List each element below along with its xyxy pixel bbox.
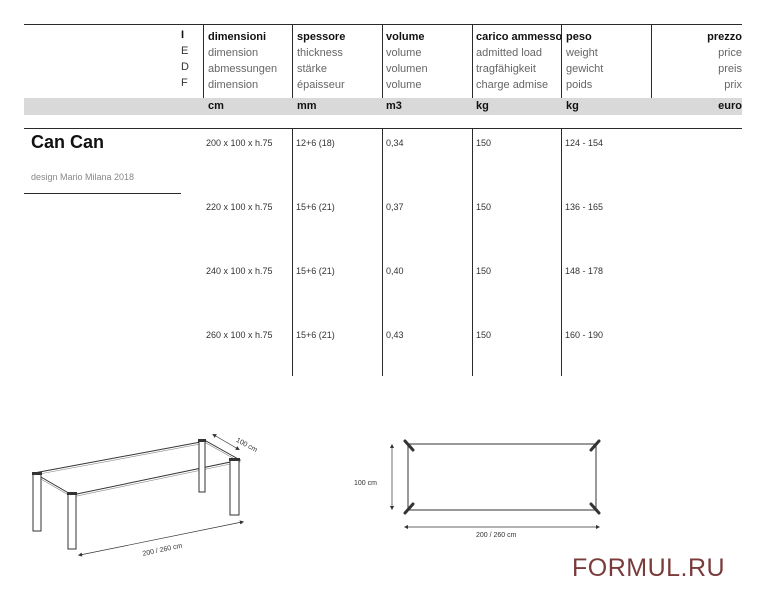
header-separator bbox=[382, 24, 383, 98]
cell-carico: 150 bbox=[476, 330, 492, 340]
column-label-de: gewicht bbox=[566, 63, 604, 75]
column-label-it: carico ammesso bbox=[476, 31, 563, 43]
cell-volume: 0,40 bbox=[386, 266, 404, 276]
column-header-volume bbox=[386, 29, 428, 93]
body-separator bbox=[561, 128, 562, 376]
column-header-carico bbox=[476, 29, 562, 93]
unit-volume: m3 bbox=[386, 100, 402, 112]
perspective-table-drawing bbox=[20, 425, 260, 565]
cell-carico: 150 bbox=[476, 202, 492, 212]
header-separator bbox=[292, 24, 293, 98]
unit-spessore: mm bbox=[297, 100, 317, 112]
product-top-rule bbox=[24, 128, 742, 129]
column-label-fr: volume bbox=[386, 79, 422, 91]
header-separator bbox=[203, 24, 204, 98]
column-label-de: volumen bbox=[386, 63, 428, 75]
cell-spessore: 15+6 (21) bbox=[296, 202, 335, 212]
top-view-length-label: 200 / 260 cm bbox=[476, 532, 517, 539]
cell-volume: 0,37 bbox=[386, 202, 404, 212]
cell-dimensioni: 260 x 100 x h.75 bbox=[206, 330, 273, 340]
cell-carico: 150 bbox=[476, 138, 492, 148]
column-label-en: admitted load bbox=[476, 47, 543, 59]
cell-peso: 136 - 165 bbox=[565, 202, 604, 212]
column-label-fr: charge admise bbox=[476, 79, 549, 91]
column-label-en: volume bbox=[386, 47, 422, 59]
cell-spessore: 15+6 (21) bbox=[296, 330, 335, 340]
perspective-depth-label: 100 cm bbox=[234, 437, 259, 454]
column-label-fr: poids bbox=[566, 79, 593, 91]
column-label-it: volume bbox=[386, 31, 425, 43]
column-header-prezzo bbox=[656, 29, 742, 93]
column-header-spessore bbox=[297, 29, 345, 93]
column-label-fr: dimension bbox=[208, 79, 259, 91]
top-view-table-drawing bbox=[380, 430, 620, 540]
units-bar bbox=[24, 98, 742, 115]
header-separator bbox=[472, 24, 473, 98]
column-label-de: stärke bbox=[297, 63, 327, 75]
header-separator bbox=[651, 24, 652, 98]
perspective-length-label: 200 / 260 cm bbox=[142, 542, 184, 558]
cell-peso: 148 - 178 bbox=[565, 266, 604, 276]
header-top-rule bbox=[24, 24, 742, 25]
body-separator bbox=[472, 128, 473, 376]
column-label-en: dimension bbox=[208, 47, 259, 59]
language-code-de: D bbox=[181, 61, 189, 73]
cell-peso: 160 - 190 bbox=[565, 330, 604, 340]
column-label-fr: épaisseur bbox=[297, 79, 345, 91]
column-header-peso bbox=[566, 29, 603, 93]
body-separator bbox=[292, 128, 293, 376]
cell-dimensioni: 220 x 100 x h.75 bbox=[206, 202, 273, 212]
column-label-fr: prix bbox=[724, 79, 742, 91]
unit-carico: kg bbox=[476, 100, 489, 112]
column-label-de: preis bbox=[718, 63, 742, 75]
brand-watermark: FORMUL.RU bbox=[572, 554, 726, 582]
cell-spessore: 12+6 (18) bbox=[296, 138, 335, 148]
cell-spessore: 15+6 (21) bbox=[296, 266, 335, 276]
column-label-en: thickness bbox=[297, 47, 343, 59]
column-header-dimensioni bbox=[208, 29, 277, 93]
unit-dimensioni: cm bbox=[208, 100, 224, 112]
product-name: Can Can bbox=[31, 132, 105, 152]
column-label-de: abmessungen bbox=[208, 63, 278, 75]
cell-dimensioni: 240 x 100 x h.75 bbox=[206, 266, 273, 276]
cell-volume: 0,34 bbox=[386, 138, 404, 148]
cell-volume: 0,43 bbox=[386, 330, 404, 340]
top-view-depth-label: 100 cm bbox=[354, 480, 377, 487]
cell-carico: 150 bbox=[476, 266, 492, 276]
column-label-it: spessore bbox=[297, 31, 346, 43]
column-label-en: weight bbox=[566, 47, 598, 59]
language-code-en: E bbox=[181, 45, 189, 57]
product-name-underline bbox=[24, 193, 181, 194]
cell-dimensioni: 200 x 100 x h.75 bbox=[206, 138, 273, 148]
body-separator bbox=[382, 128, 383, 376]
unit-prezzo: euro bbox=[718, 100, 742, 112]
column-label-de: tragfähigkeit bbox=[476, 63, 536, 75]
column-label-it: peso bbox=[566, 31, 592, 43]
cell-peso: 124 - 154 bbox=[565, 138, 604, 148]
language-code-it: I bbox=[181, 29, 185, 41]
column-label-en: price bbox=[718, 47, 742, 59]
product-designer: design Mario Milana 2018 bbox=[31, 172, 135, 182]
language-code-fr: F bbox=[181, 77, 188, 89]
unit-peso: kg bbox=[566, 100, 579, 112]
column-label-it: dimensioni bbox=[208, 31, 267, 43]
column-label-it: prezzo bbox=[707, 31, 742, 43]
